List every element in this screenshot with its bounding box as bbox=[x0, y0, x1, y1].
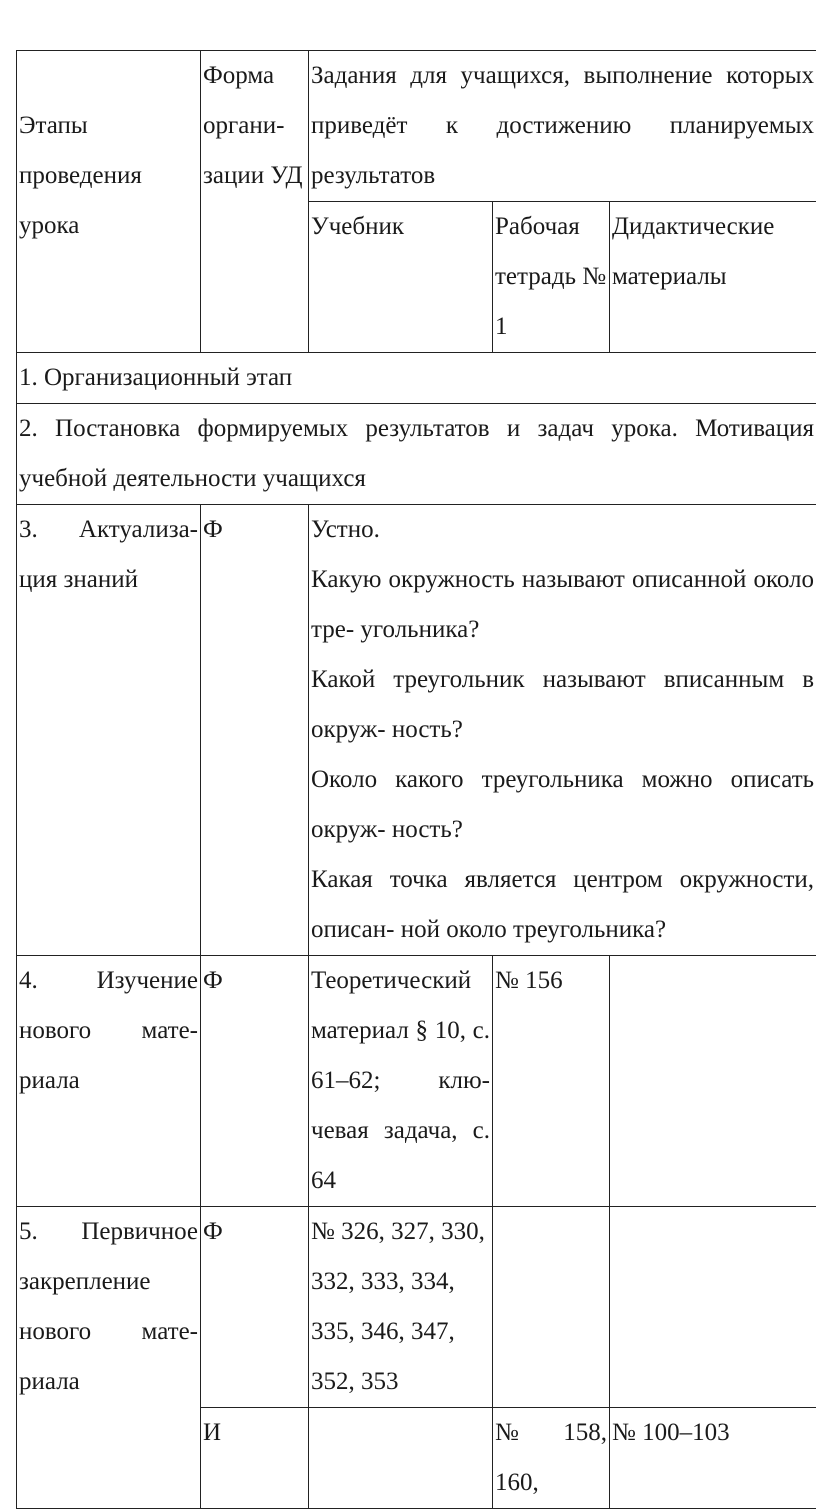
textbook-6 bbox=[309, 1408, 493, 1509]
stage-5: 5. Первичное закрепление нового мате-риала bbox=[17, 1207, 201, 1509]
form-5: Ф bbox=[201, 1207, 309, 1408]
table-row bbox=[17, 956, 816, 1207]
workbook-5 bbox=[493, 1207, 610, 1408]
textbook-4: Теоретический материал § 10, с. 61–62; клю-чевая задача, с. 64 bbox=[309, 956, 493, 1207]
didactic-5 bbox=[610, 1207, 816, 1408]
task-item: Устно. bbox=[311, 505, 814, 555]
form-6: И bbox=[201, 1408, 309, 1509]
didactic-6: № 100–103 bbox=[610, 1408, 816, 1509]
task-item: Какой треугольник называют вписанным в окруж- ность? bbox=[311, 655, 814, 755]
task-item: Какую окружность называют описанной около тре- угольника? bbox=[311, 555, 814, 655]
table-row bbox=[17, 1207, 816, 1408]
form-3: Ф bbox=[201, 505, 309, 956]
task-item: Какая точка является центром окружности, описан- ной около треугольника? bbox=[311, 855, 814, 955]
stage-3: 3. Актуализа-ция знаний bbox=[17, 505, 201, 956]
table-row bbox=[17, 353, 816, 404]
stage-2: 2. Постановка формируемых результатов и задач урока. Мотивация учебной деятельности учащихся bbox=[17, 404, 816, 505]
table-row bbox=[17, 404, 816, 505]
header-row bbox=[17, 51, 816, 202]
header-didactic: Дидактические материалы bbox=[610, 202, 816, 353]
workbook-6: № 158, 160, bbox=[493, 1408, 610, 1509]
stage-1: 1. Организационный этап bbox=[17, 353, 816, 404]
workbook-4: № 156 bbox=[493, 956, 610, 1207]
didactic-4 bbox=[610, 956, 816, 1207]
table-row bbox=[17, 505, 816, 956]
task-item: Около какого треугольника можно описать окруж- ность? bbox=[311, 755, 814, 855]
lesson-plan-table bbox=[16, 50, 816, 1509]
header-form: Форма органи-зации УД bbox=[201, 51, 309, 353]
header-tasks: Задания для учащихся, выполнение которых приведёт к достижению планируемых результатов bbox=[309, 51, 816, 202]
textbook-5: № 326, 327, 330, 332, 333, 334, 335, 346, 347, 352, 353 bbox=[309, 1207, 493, 1408]
stage-4: 4. Изучение нового мате-риала bbox=[17, 956, 201, 1207]
header-stages: Этапы проведения урока bbox=[17, 51, 201, 353]
header-workbook: Рабочая тетрадь № 1 bbox=[493, 202, 610, 353]
header-textbook: Учебник bbox=[309, 202, 493, 353]
tasks-3 bbox=[309, 505, 816, 956]
form-4: Ф bbox=[201, 956, 309, 1207]
